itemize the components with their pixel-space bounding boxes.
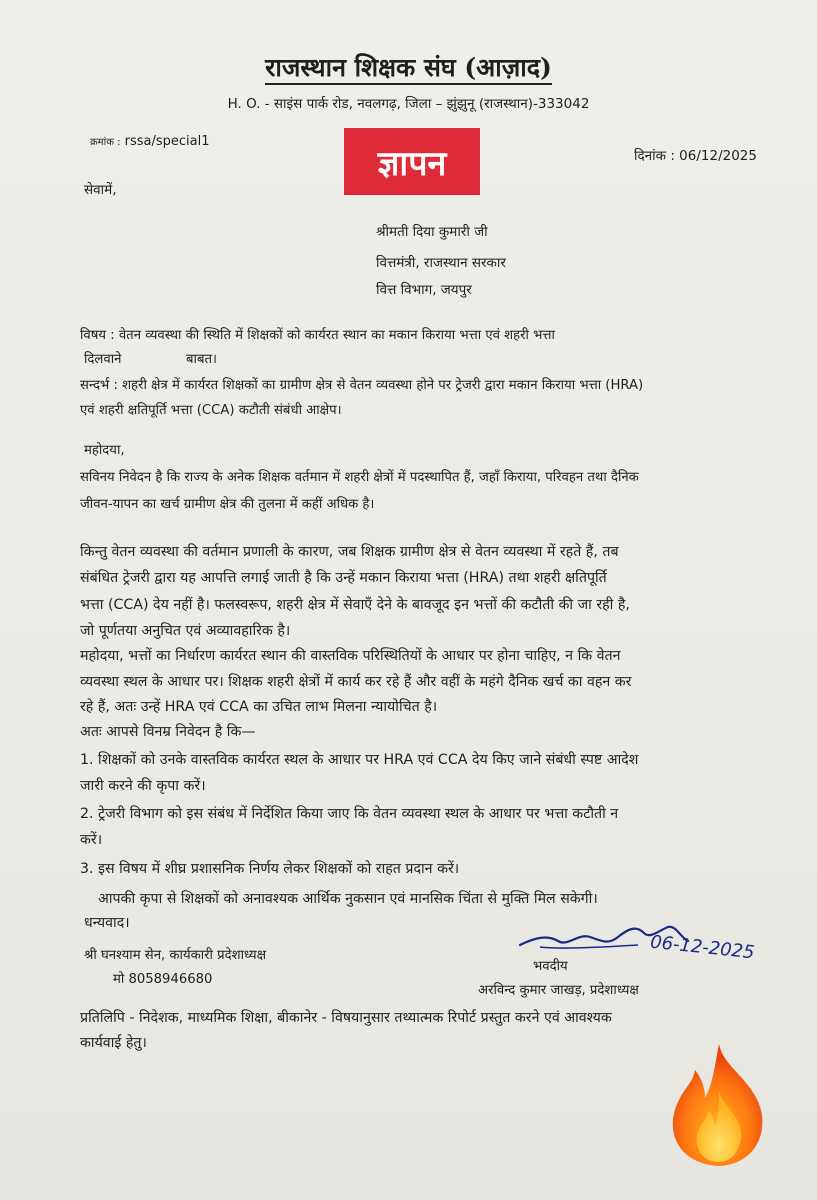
org-address: H. O. - साइंस पार्क रोड, नवलगढ़, जिला – झुंझुनू (राजस्थान)-333042 bbox=[227, 96, 590, 112]
body-paragraph-line: महोदया, भत्तों का निर्धारण कार्यरत स्थान की वास्तविक परिस्थितियों के आधार पर होना चाहिए, न कि वेतन bbox=[80, 648, 621, 664]
request-item: 1. शिक्षकों को उनके वास्तविक कार्यरत स्थल के आधार पर HRA एवं CCA देय किए जाने संबंधी स्पष्ट आदेश bbox=[80, 752, 639, 768]
date-label: दिनांक : bbox=[634, 148, 675, 164]
body-paragraph-line: जो पूर्णतया अनुचित एवं अव्यावहारिक है। bbox=[80, 623, 291, 639]
recipient-designation: वित्तमंत्री, राजस्थान सरकार bbox=[376, 255, 506, 271]
copy-to-line: कार्यवाई हेतु। bbox=[80, 1035, 147, 1051]
left-signatory-name: श्री घनश्याम सेन, कार्यकारी प्रदेशाध्यक्ष bbox=[84, 948, 267, 963]
letter-date bbox=[634, 146, 757, 164]
reference-line: एवं शहरी क्षतिपूर्ति भत्ता (CCA) कटौती संबंधी आक्षेप। bbox=[80, 403, 342, 418]
reference-value: rssa/special1 bbox=[124, 134, 210, 149]
subject-line-2a: दिलवाने bbox=[84, 352, 122, 367]
recipient-name: श्रीमती दिया कुमारी जी bbox=[376, 224, 488, 240]
handwritten-date: 06-12-2025 bbox=[649, 931, 756, 964]
intro-line: जीवन-यापन का खर्च ग्रामीण क्षेत्र की तुलना में कहीं अधिक है। bbox=[80, 497, 375, 512]
subject-line: विषय : वेतन व्यवस्था की स्थिति में शिक्षकों को कार्यरत स्थान का मकान किराया भत्ता एवं शहरी भत्ता bbox=[80, 328, 555, 343]
request-item: करें। bbox=[80, 832, 103, 848]
body-paragraph-line: संबंधित ट्रेजरी द्वारा यह आपत्ति लगाई जाती है कि उन्हें मकान किराया भत्ता (HRA) तथा शहरी क्षतिपूर्ति bbox=[80, 570, 607, 586]
greeting: महोदया, bbox=[84, 443, 125, 458]
request-intro: अतः आपसे विनम्र निवेदन है कि— bbox=[80, 724, 256, 740]
copy-to-line: प्रतिलिपि - निदेशक, माध्यमिक शिक्षा, बीकानेर - विषयानुसार तथ्यात्मक रिपोर्ट प्रस्तुत करने एवं आवश्यक bbox=[80, 1010, 612, 1026]
body-paragraph-line: भत्ता (CCA) देय नहीं है। फलस्वरूप, शहरी क्षेत्र में सेवाएँ देने के बावजूद इन भत्तों की कटौती की जा रही है, bbox=[80, 597, 630, 613]
reference-number bbox=[90, 134, 210, 149]
date-value: 06/12/2025 bbox=[679, 148, 757, 164]
salutation: सेवामें, bbox=[84, 182, 117, 198]
org-name: राजस्थान शिक्षक संघ (आज़ाद) bbox=[0, 50, 817, 84]
request-item: 3. इस विषय में शीघ्र प्रशासनिक निर्णय लेकर शिक्षकों को राहत प्रदान करें। bbox=[80, 861, 460, 877]
intro-line: सविनय निवेदन है कि राज्य के अनेक शिक्षक वर्तमान में शहरी क्षेत्रों में पदस्थापित हैं, जहाँ किराया, परिवहन तथा दैनिक bbox=[80, 470, 639, 485]
body-paragraph-line: व्यवस्था स्थल के आधार पर। शिक्षक शहरी क्षेत्रों में कार्य कर रहे हैं और वहीं के महंगे दैनिक खर्च का वहन कर bbox=[80, 674, 632, 690]
request-item: 2. ट्रेजरी विभाग को इस संबंध में निर्देशित किया जाए कि वेतन व्यवस्था स्थल के आधार पर भत्ता कटौती न bbox=[80, 806, 619, 822]
subject-line-2b: बाबत। bbox=[186, 352, 217, 367]
request-item: जारी करने की कृपा करें। bbox=[80, 778, 206, 794]
right-signatory-name: अरविन्द कुमार जाखड़, प्रदेशाध्यक्ष bbox=[478, 983, 639, 998]
recipient-department: वित्त विभाग, जयपुर bbox=[376, 282, 472, 298]
fire-icon bbox=[665, 1040, 773, 1170]
reference-label: क्रमांक : bbox=[90, 137, 121, 148]
thanks-line: धन्यवाद। bbox=[84, 915, 130, 931]
body-paragraph-line: किन्तु वेतन व्यवस्था की वर्तमान प्रणाली के कारण, जब शिक्षक ग्रामीण क्षेत्र से वेतन व्यवस्था में रहते हैं, तब bbox=[80, 544, 619, 560]
right-signatory-closing: भवदीय bbox=[533, 959, 568, 974]
reference-line: सन्दर्भ : शहरी क्षेत्र में कार्यरत शिक्षकों का ग्रामीण क्षेत्र से वेतन व्यवस्था होने पर ट्रेजरी द्वारा मकान किराया भत्ता (HRA) bbox=[80, 378, 644, 393]
body-paragraph-line: रहे हैं, अतः उन्हें HRA एवं CCA का उचित लाभ मिलना न्यायोचित है। bbox=[80, 699, 438, 715]
memorandum-badge: ज्ञापन bbox=[344, 128, 480, 195]
left-signatory-phone: मो 8058946680 bbox=[113, 972, 213, 987]
closing-line: आपकी कृपा से शिक्षकों को अनावश्यक आर्थिक नुकसान एवं मानसिक चिंता से मुक्ति मिल सकेगी। bbox=[98, 891, 598, 907]
